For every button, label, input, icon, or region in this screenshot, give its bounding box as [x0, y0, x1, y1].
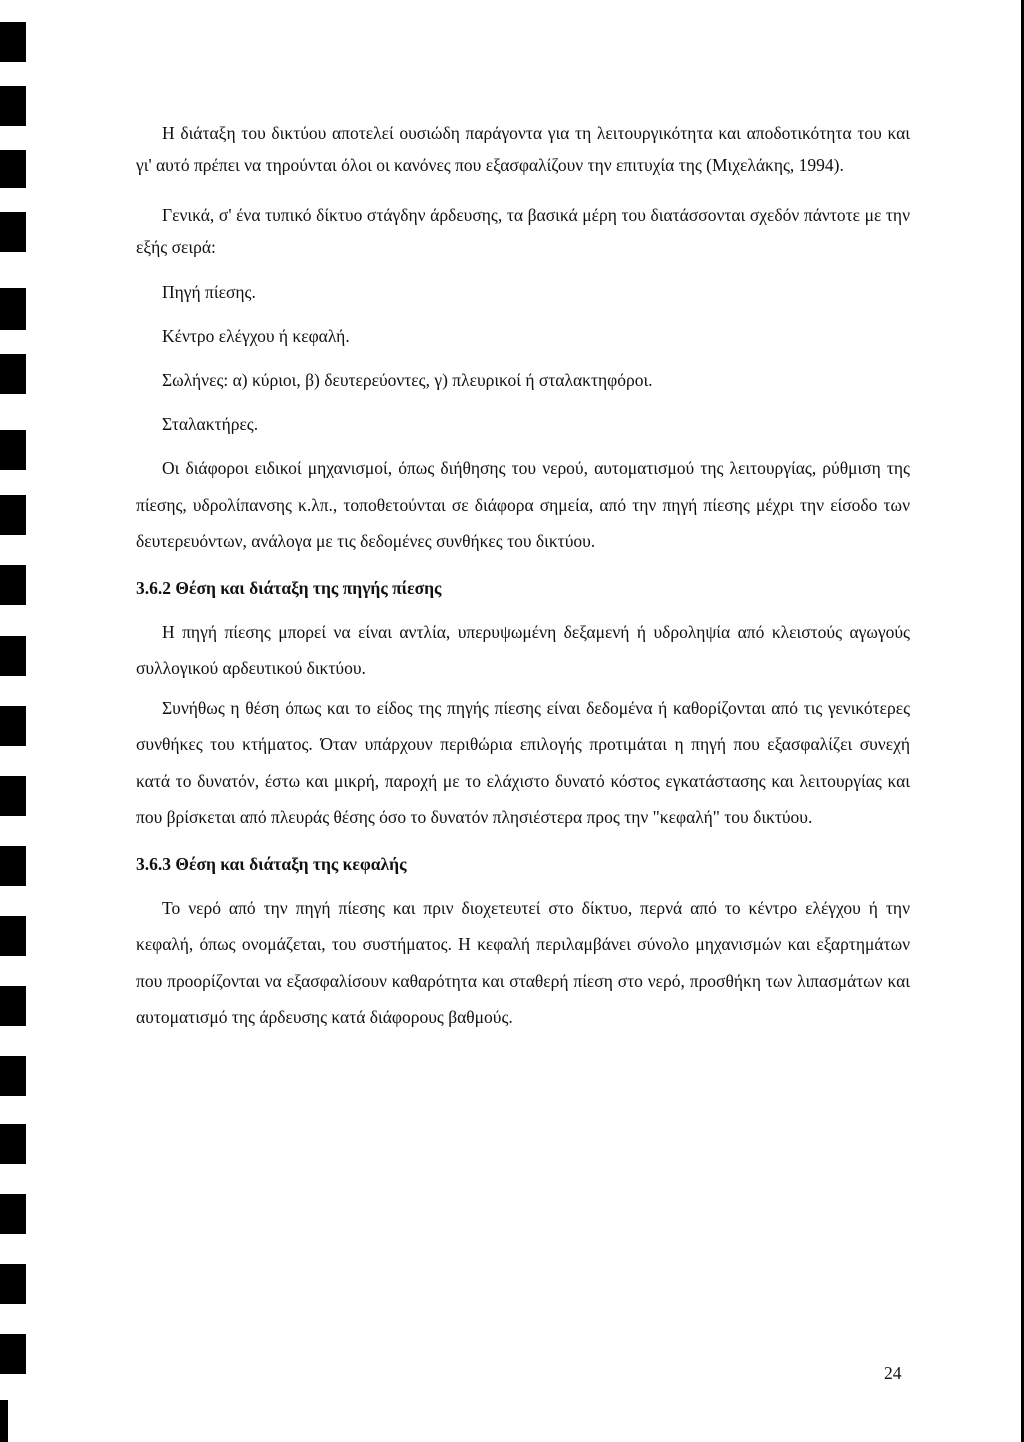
list-item: Σωλήνες: α) κύριοι, β) δευτερεύοντες, γ) πλευρικοί ή σταλακτηφόροι. — [162, 370, 653, 391]
scan-edge-mark — [0, 706, 26, 746]
section-heading: 3.6.2 Θέση και διάταξη της πηγής πίεσης — [136, 577, 442, 598]
list-item: Σταλακτήρες. — [162, 414, 259, 435]
scan-edge-mark — [0, 354, 26, 394]
document-page — [136, 118, 910, 1036]
scan-edge-mark — [0, 212, 26, 252]
section-heading: 3.6.3 Θέση και διάταξη της κεφαλής — [136, 853, 407, 874]
page-number: 24 — [884, 1363, 902, 1383]
section-paragraph: Συνήθως η θέση όπως και το είδος της πηγής πίεσης είναι δεδομένα ή καθορίζονται από τις γενικότερες συνθήκες του κτήματος. Όταν υπάρχουν περιθώρια επιλογής προτιμάται η πηγή που εξασφαλίζει συνεχή κατά το δυνατόν, έστω και μικρή, παροχή με το ελάχιστο δυνατό κόστος εγκατάστασης και λειτουργίας και που βρίσκεται από πλευράς θέσης όσο το δυνατόν πλησιέστερα προς την "κεφαλή" του δικτύου. — [136, 697, 910, 828]
scan-edge-mark — [0, 636, 26, 676]
list-item: Κέντρο ελέγχου ή κεφαλή. — [162, 326, 350, 347]
section-paragraph: Το νερό από την πηγή πίεσης και πριν διοχετευτεί στο δίκτυο, περνά από το κέντρο ελέγχου ή την κεφαλή, όπως ονομάζεται, του συστήματος. Η κεφαλή περιλαμβάνει σύνολο μηχανισμών και εξαρτημάτων που προορίζονται να εξασφαλίσουν καθαρότητα και σταθερή πίεση στο νερό, προσθήκη των λιπασμάτων και αυτοματισμό της άρδευσης κατά διάφορους βαθμούς. — [136, 897, 910, 1028]
intro-paragraph: Η διάταξη του δικτύου αποτελεί ουσιώδη παράγοντα για τη λειτουργικότητα και αποδοτικότητα του και γι' αυτό πρέπει να τηρούνται όλοι οι κανόνες που εξασφαλίζουν την επιτυχία της (Μιχελάκης, 1994). — [136, 123, 910, 175]
scan-edge-mark — [0, 1264, 26, 1304]
scan-edge-mark — [0, 1400, 8, 1442]
scan-edge-mark — [0, 986, 26, 1026]
scan-edge-mark — [0, 1334, 26, 1374]
scan-edge-mark — [0, 150, 26, 188]
scan-edge-mark — [0, 495, 26, 535]
section-paragraph: Η πηγή πίεσης μπορεί να είναι αντλία, υπερυψωμένη δεξαμενή ή υδροληψία από κλειστούς αγωγούς συλλογικού αρδευτικού δικτύου. — [136, 621, 910, 679]
scan-edge-mark — [0, 1194, 26, 1234]
scan-edge-left — [0, 0, 38, 1442]
devices-paragraph: Οι διάφοροι ειδικοί μηχανισμοί, όπως διήθησης του νερού, αυτοματισμού της λειτουργίας, ρύθμιση της πίεσης, υδρολίπανσης κ.λπ., τοποθετούνται σε διάφορα σημεία, από την πηγή πίεσης μέχρι την είσοδο των δευτερευόντων, ανάλογα με τις δεδομένες συνθήκες του δικτύου. — [136, 458, 910, 552]
scan-edge-mark — [0, 916, 26, 956]
scan-edge-mark — [0, 288, 26, 330]
scan-edge-mark — [0, 22, 26, 62]
scan-edge-mark — [0, 846, 26, 886]
scan-edge-mark — [0, 1056, 26, 1096]
scan-edge-mark — [0, 86, 26, 126]
scan-edge-mark — [0, 430, 26, 470]
scan-edge-mark — [0, 776, 26, 816]
scan-edge-mark — [0, 565, 26, 605]
scan-edge-mark — [0, 1124, 26, 1164]
intro-paragraph: Γενικά, σ' ένα τυπικό δίκτυο στάγδην άρδευσης, τα βασικά μέρη του διατάσσονται σχεδόν πάντοτε με την εξής σειρά: — [136, 205, 910, 257]
list-item: Πηγή πίεσης. — [162, 282, 256, 303]
